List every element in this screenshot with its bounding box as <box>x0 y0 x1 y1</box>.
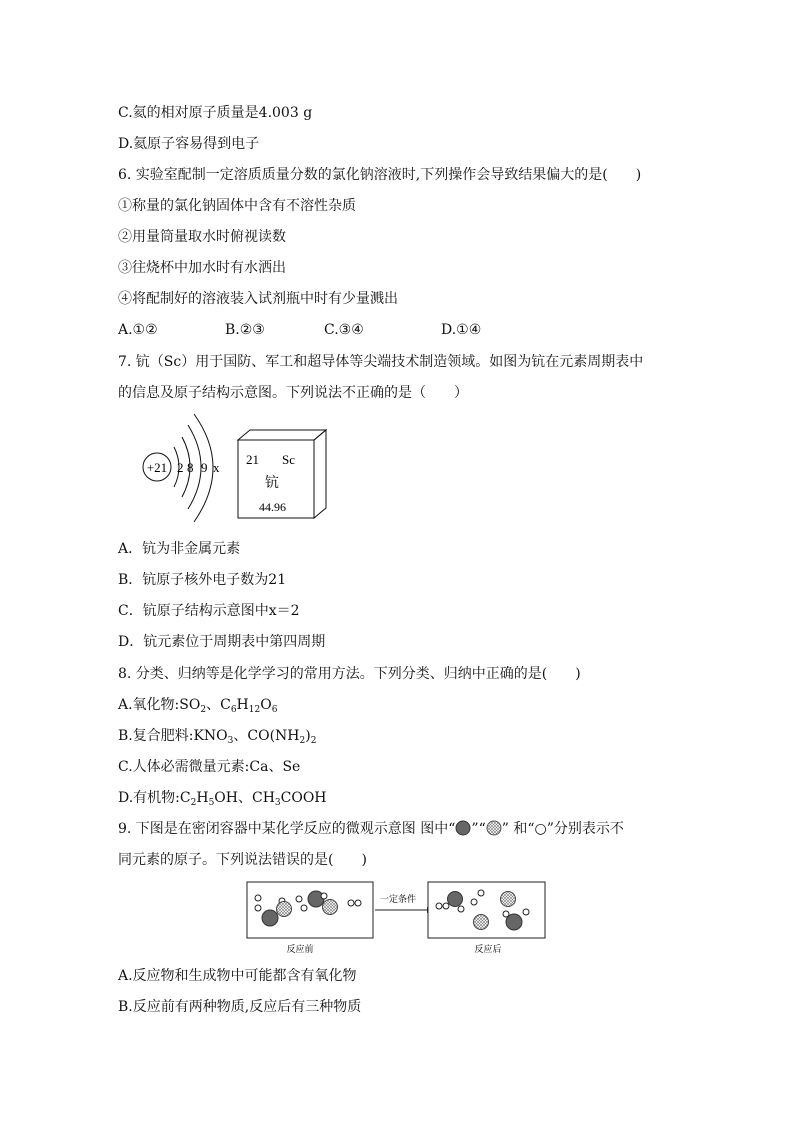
nucleus-charge: +21 <box>146 460 168 475</box>
atom-structure-diagram <box>143 414 220 522</box>
element-symbol: Sc <box>282 452 295 467</box>
q8-option-d: D.有机物$:C_2H_5OH$、$CH_3COOH$ <box>118 790 327 808</box>
q7-option-b: B．钪原子核外电子数为21 <box>118 572 287 588</box>
periodic-table-cell <box>238 430 326 518</box>
q8-stem: 8. 分类、归纳等是化学学习的常用方法。下列分类、归纳中正确的是( ) <box>118 666 581 682</box>
after-reaction-box <box>428 882 545 954</box>
dark-atom-icon <box>455 820 471 836</box>
shell-4-count: x <box>213 460 220 475</box>
q8-option-c: C.人体必需微量元素:Ca、Se <box>118 759 301 775</box>
q9-stem-line1: 9. 下图是在密闭容器中某化学反应的微观示意图 图中“ ”“ ” 和“○”分别表示不 <box>118 821 624 837</box>
q6-option-b: B.②③ <box>225 322 265 338</box>
q6-option-d: D.①④ <box>441 322 482 338</box>
q6-options <box>118 320 481 340</box>
shell-3-count: 9 <box>201 460 208 475</box>
q5-option-c: C.氦的相对原子质量是4.003 g <box>118 105 313 121</box>
q9-stem-line2: 同元素的原子。下列说法错误的是( ) <box>118 852 367 868</box>
q6-option-c: C.③④ <box>324 322 364 338</box>
reaction-diagram <box>244 880 548 958</box>
atomic-mass: 44.96 <box>259 500 286 514</box>
before-label: 反应前 <box>286 944 314 954</box>
shell-2-count: 8 <box>187 460 194 475</box>
q6-stem: 6. 实验室配制一定溶质质量分数的氯化钠溶液时,下列操作会导致结果偏大的是( ) <box>118 167 642 183</box>
q6-item-3: ③往烧杯中加水时有水洒出 <box>118 260 286 276</box>
element-name: 钪 <box>265 476 279 491</box>
q6-item-1: ①称量的氯化钠固体中含有不溶性杂质 <box>118 198 356 214</box>
hatched-atom-icon <box>486 820 502 836</box>
q8-option-b: B.复合肥料$:KNO_3$、$CO(NH_2)_2$ <box>118 728 317 746</box>
q9-option-a: A.反应物和生成物中可能都含有氧化物 <box>118 968 357 984</box>
q7-option-c: C．钪原子结构示意图中x＝2 <box>118 603 300 619</box>
q7-option-a: A．钪为非金属元素 <box>118 541 241 557</box>
q8-option-a: A.氧化物$:SO_2$、$C_6H_{12}O_6$ <box>118 697 278 715</box>
q5-option-d: D.氦原子容易得到电子 <box>118 136 260 152</box>
q7-option-d: D．钪元素位于周期表中第四周期 <box>118 634 326 650</box>
before-reaction-box <box>247 882 373 954</box>
q6-item-2: ②用量筒量取水时俯视读数 <box>118 229 286 245</box>
q9-option-b: B.反应前有两种物质,反应后有三种物质 <box>118 999 362 1015</box>
q6-option-a: A.①② <box>118 322 158 338</box>
atomic-number: 21 <box>246 452 259 467</box>
q7-stem-line2: 的信息及原子结构示意图。下列说法不正确的是（ ） <box>118 385 468 401</box>
q7-stem-line1: 7. 钪（Sc）用于国防、军工和超导体等尖端技术制造领域。如图为钪在元素周期表中 <box>118 354 644 370</box>
after-label: 反应后 <box>474 944 502 954</box>
reaction-arrow <box>375 893 433 913</box>
q6-item-4: ④将配制好的溶液装入试剂瓶中时有少量溅出 <box>118 291 398 307</box>
shell-1-count: 2 <box>177 460 184 475</box>
reaction-condition: 一定条件 <box>379 894 417 904</box>
scandium-figure <box>138 410 338 530</box>
